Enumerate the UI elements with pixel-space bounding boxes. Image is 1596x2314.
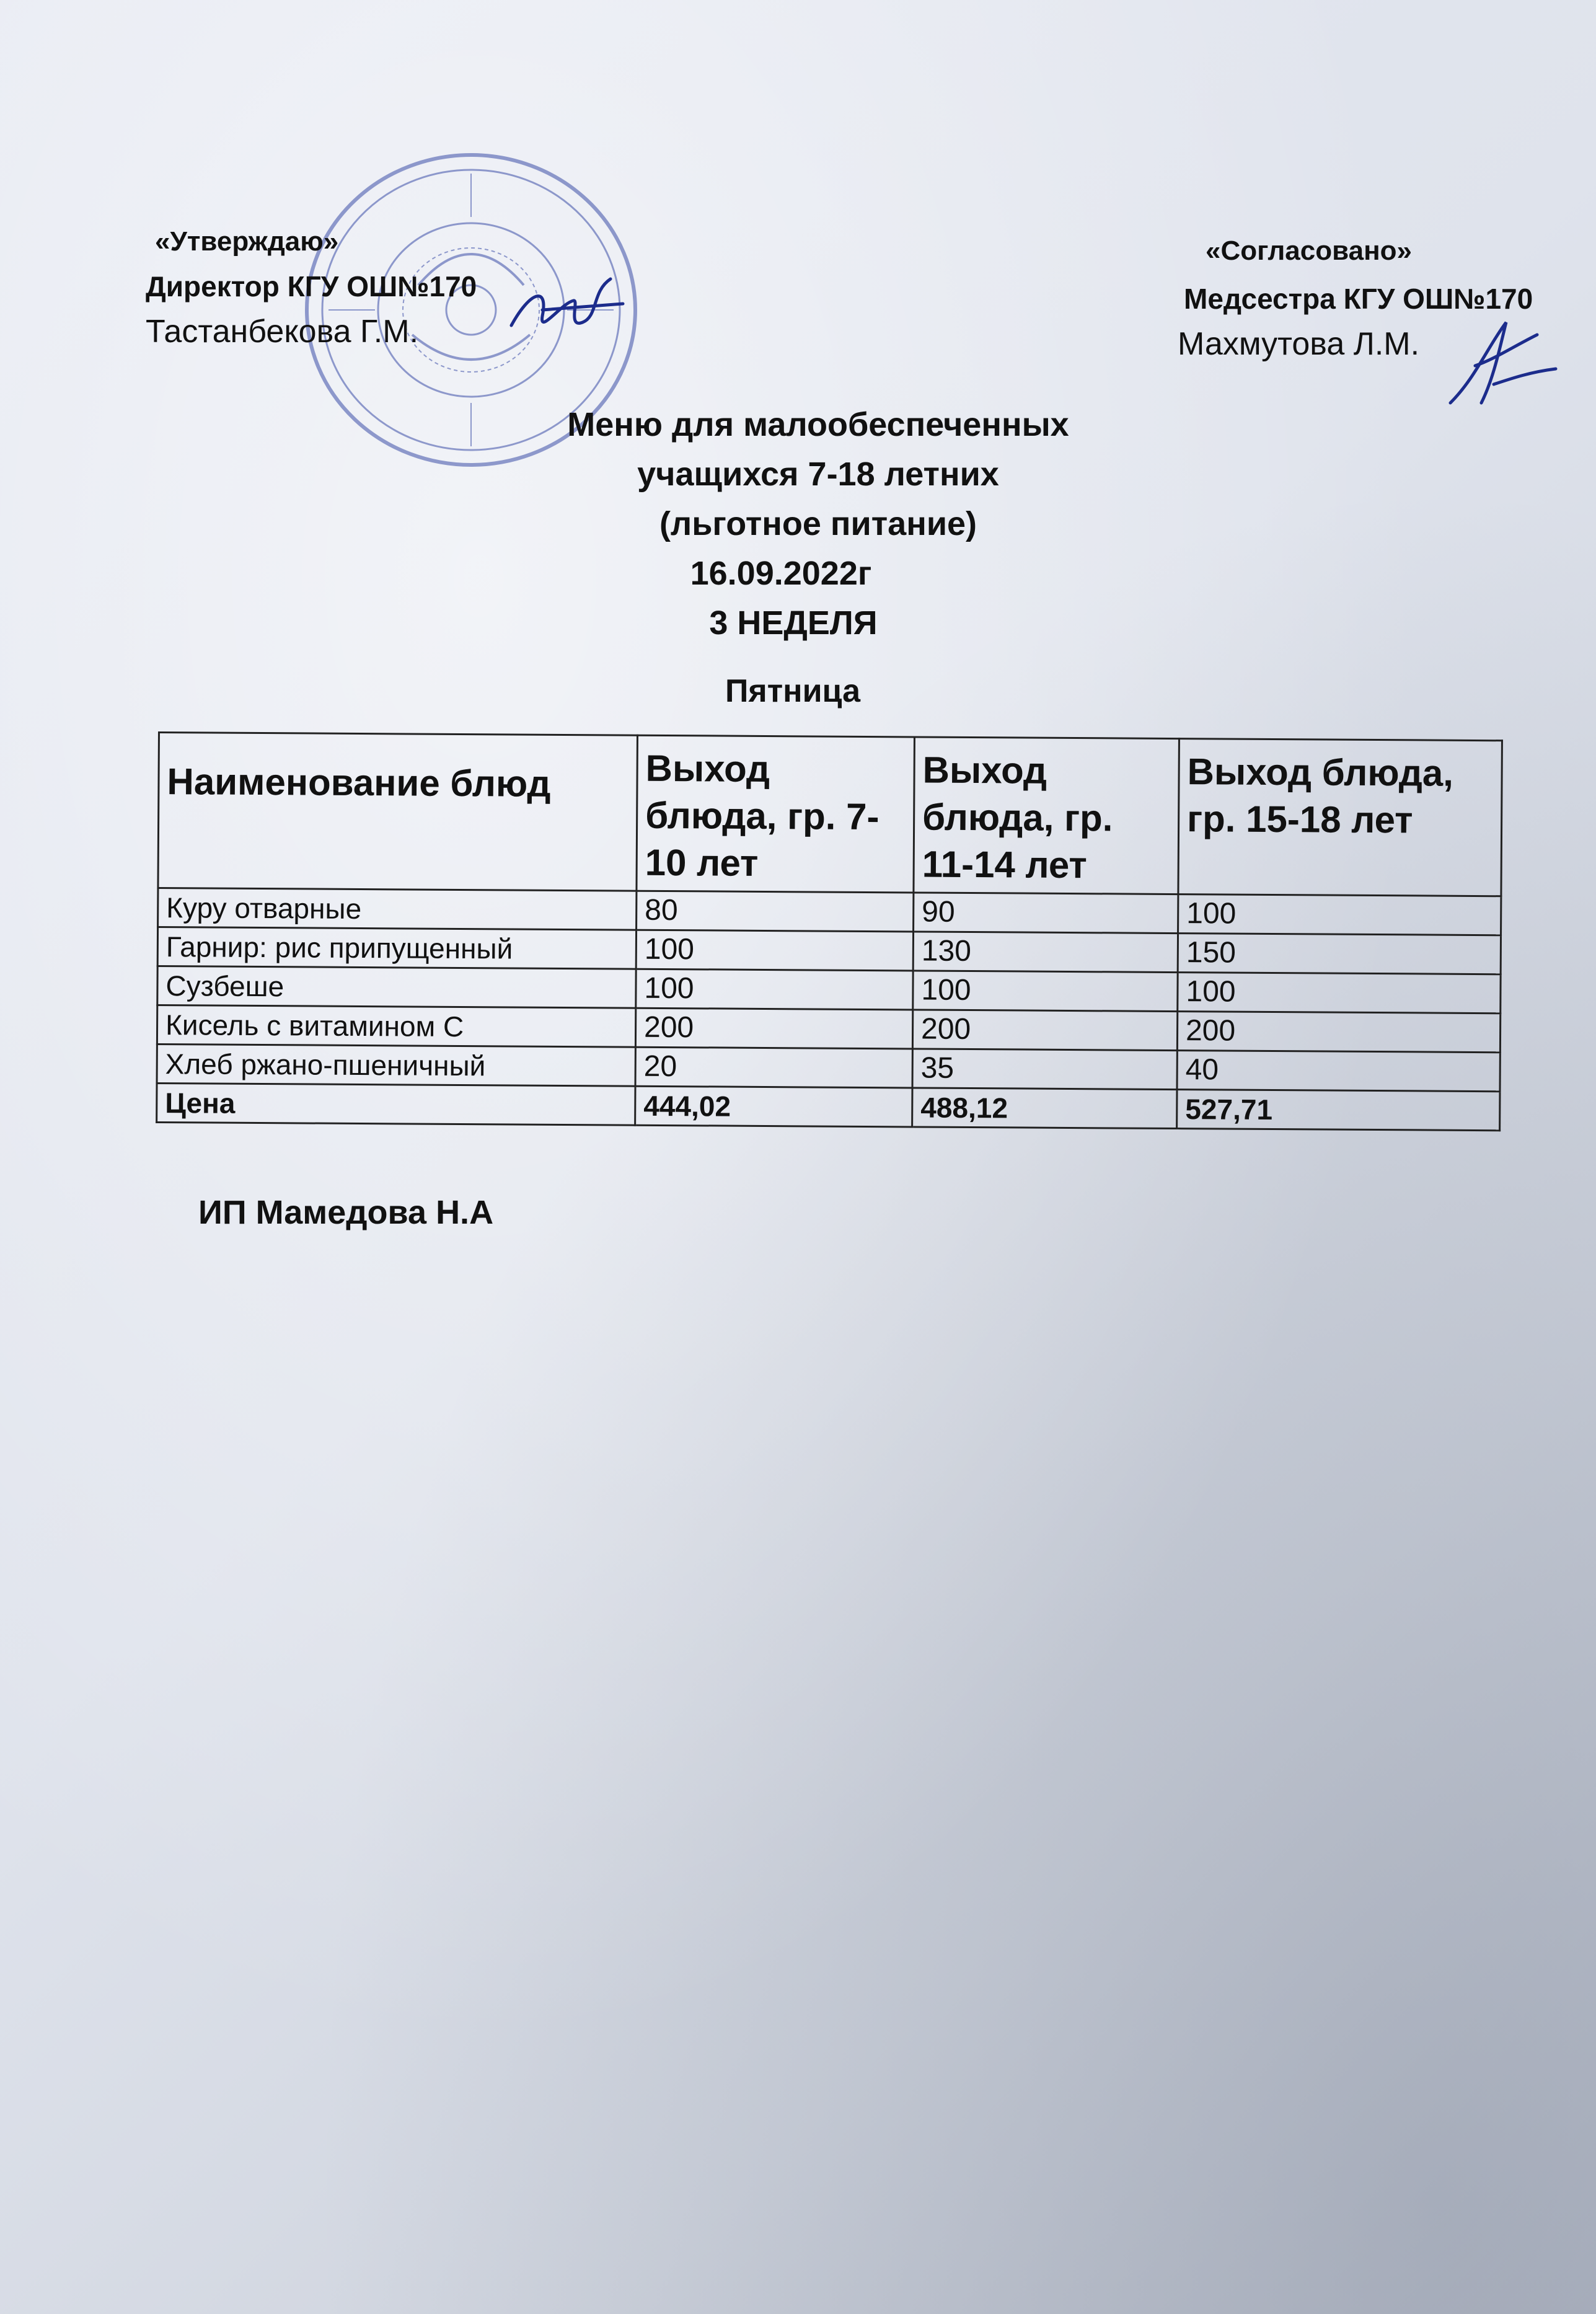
price-11-14: 488,12 [912,1088,1177,1129]
title-line-2: учащихся 7-18 летних [637,456,999,493]
portion-7-10: 100 [636,930,913,971]
vendor-name: ИП Мамедова Н.А [198,1194,494,1231]
header-portion-7-10: Выход блюда, гр. 7-10 лет [637,735,915,893]
portion-7-10: 200 [635,1008,912,1049]
director-name: Тастанбекова Г.М. [146,314,419,350]
price-7-10: 444,02 [635,1086,912,1127]
portion-11-14: 200 [912,1010,1177,1051]
title-line-3: (льготное питание) [659,505,977,542]
dish-name: Сузбеше [157,966,636,1009]
dish-name: Гарнир: рис припущенный [157,927,636,969]
portion-15-18: 150 [1178,934,1501,974]
portion-15-18: 200 [1177,1012,1500,1053]
price-15-18: 527,71 [1177,1090,1500,1131]
portion-15-18: 100 [1178,973,1501,1013]
portion-7-10: 20 [635,1047,912,1088]
dish-name: Кисель с витамином С [157,1005,635,1048]
header-portion-15-18: Выход блюда, гр. 15-18 лет [1178,739,1502,896]
header-dish-name: Наименование блюд [158,733,638,891]
table-header-row [158,733,1502,896]
portion-15-18: 40 [1177,1051,1500,1092]
director-role: Директор КГУ ОШ№170 [146,270,477,302]
weekday: Пятница [725,673,861,709]
menu-title [496,400,1140,648]
portion-11-14: 100 [913,971,1178,1012]
price-label: Цена [157,1083,635,1125]
dish-name: Куру отварные [158,888,637,930]
portion-11-14: 35 [912,1049,1177,1090]
portion-7-10: 100 [636,969,913,1010]
menu-date: 16.09.2022г [690,555,872,592]
director-signature-icon [505,267,629,353]
nurse-signature-icon [1438,310,1562,415]
portion-15-18: 100 [1178,894,1501,935]
nurse-role: Медсестра КГУ ОШ№170 [1184,283,1533,315]
price-row [157,1083,1500,1130]
portion-11-14: 130 [913,932,1178,973]
menu-table [156,731,1503,1131]
portion-7-10: 80 [637,891,914,932]
nurse-name: Махмутова Л.М. [1178,326,1420,362]
portion-11-14: 90 [914,893,1178,934]
dish-name: Хлеб ржано-пшеничный [157,1044,635,1086]
menu-week: 3 НЕДЕЛЯ [709,604,878,642]
agree-label: «Согласовано» [1206,236,1412,266]
approve-label: «Утверждаю» [155,226,339,257]
header-portion-11-14: Выход блюда, гр. 11-14 лет [914,737,1179,894]
title-line-1: Меню для малообеспеченных [567,406,1069,443]
